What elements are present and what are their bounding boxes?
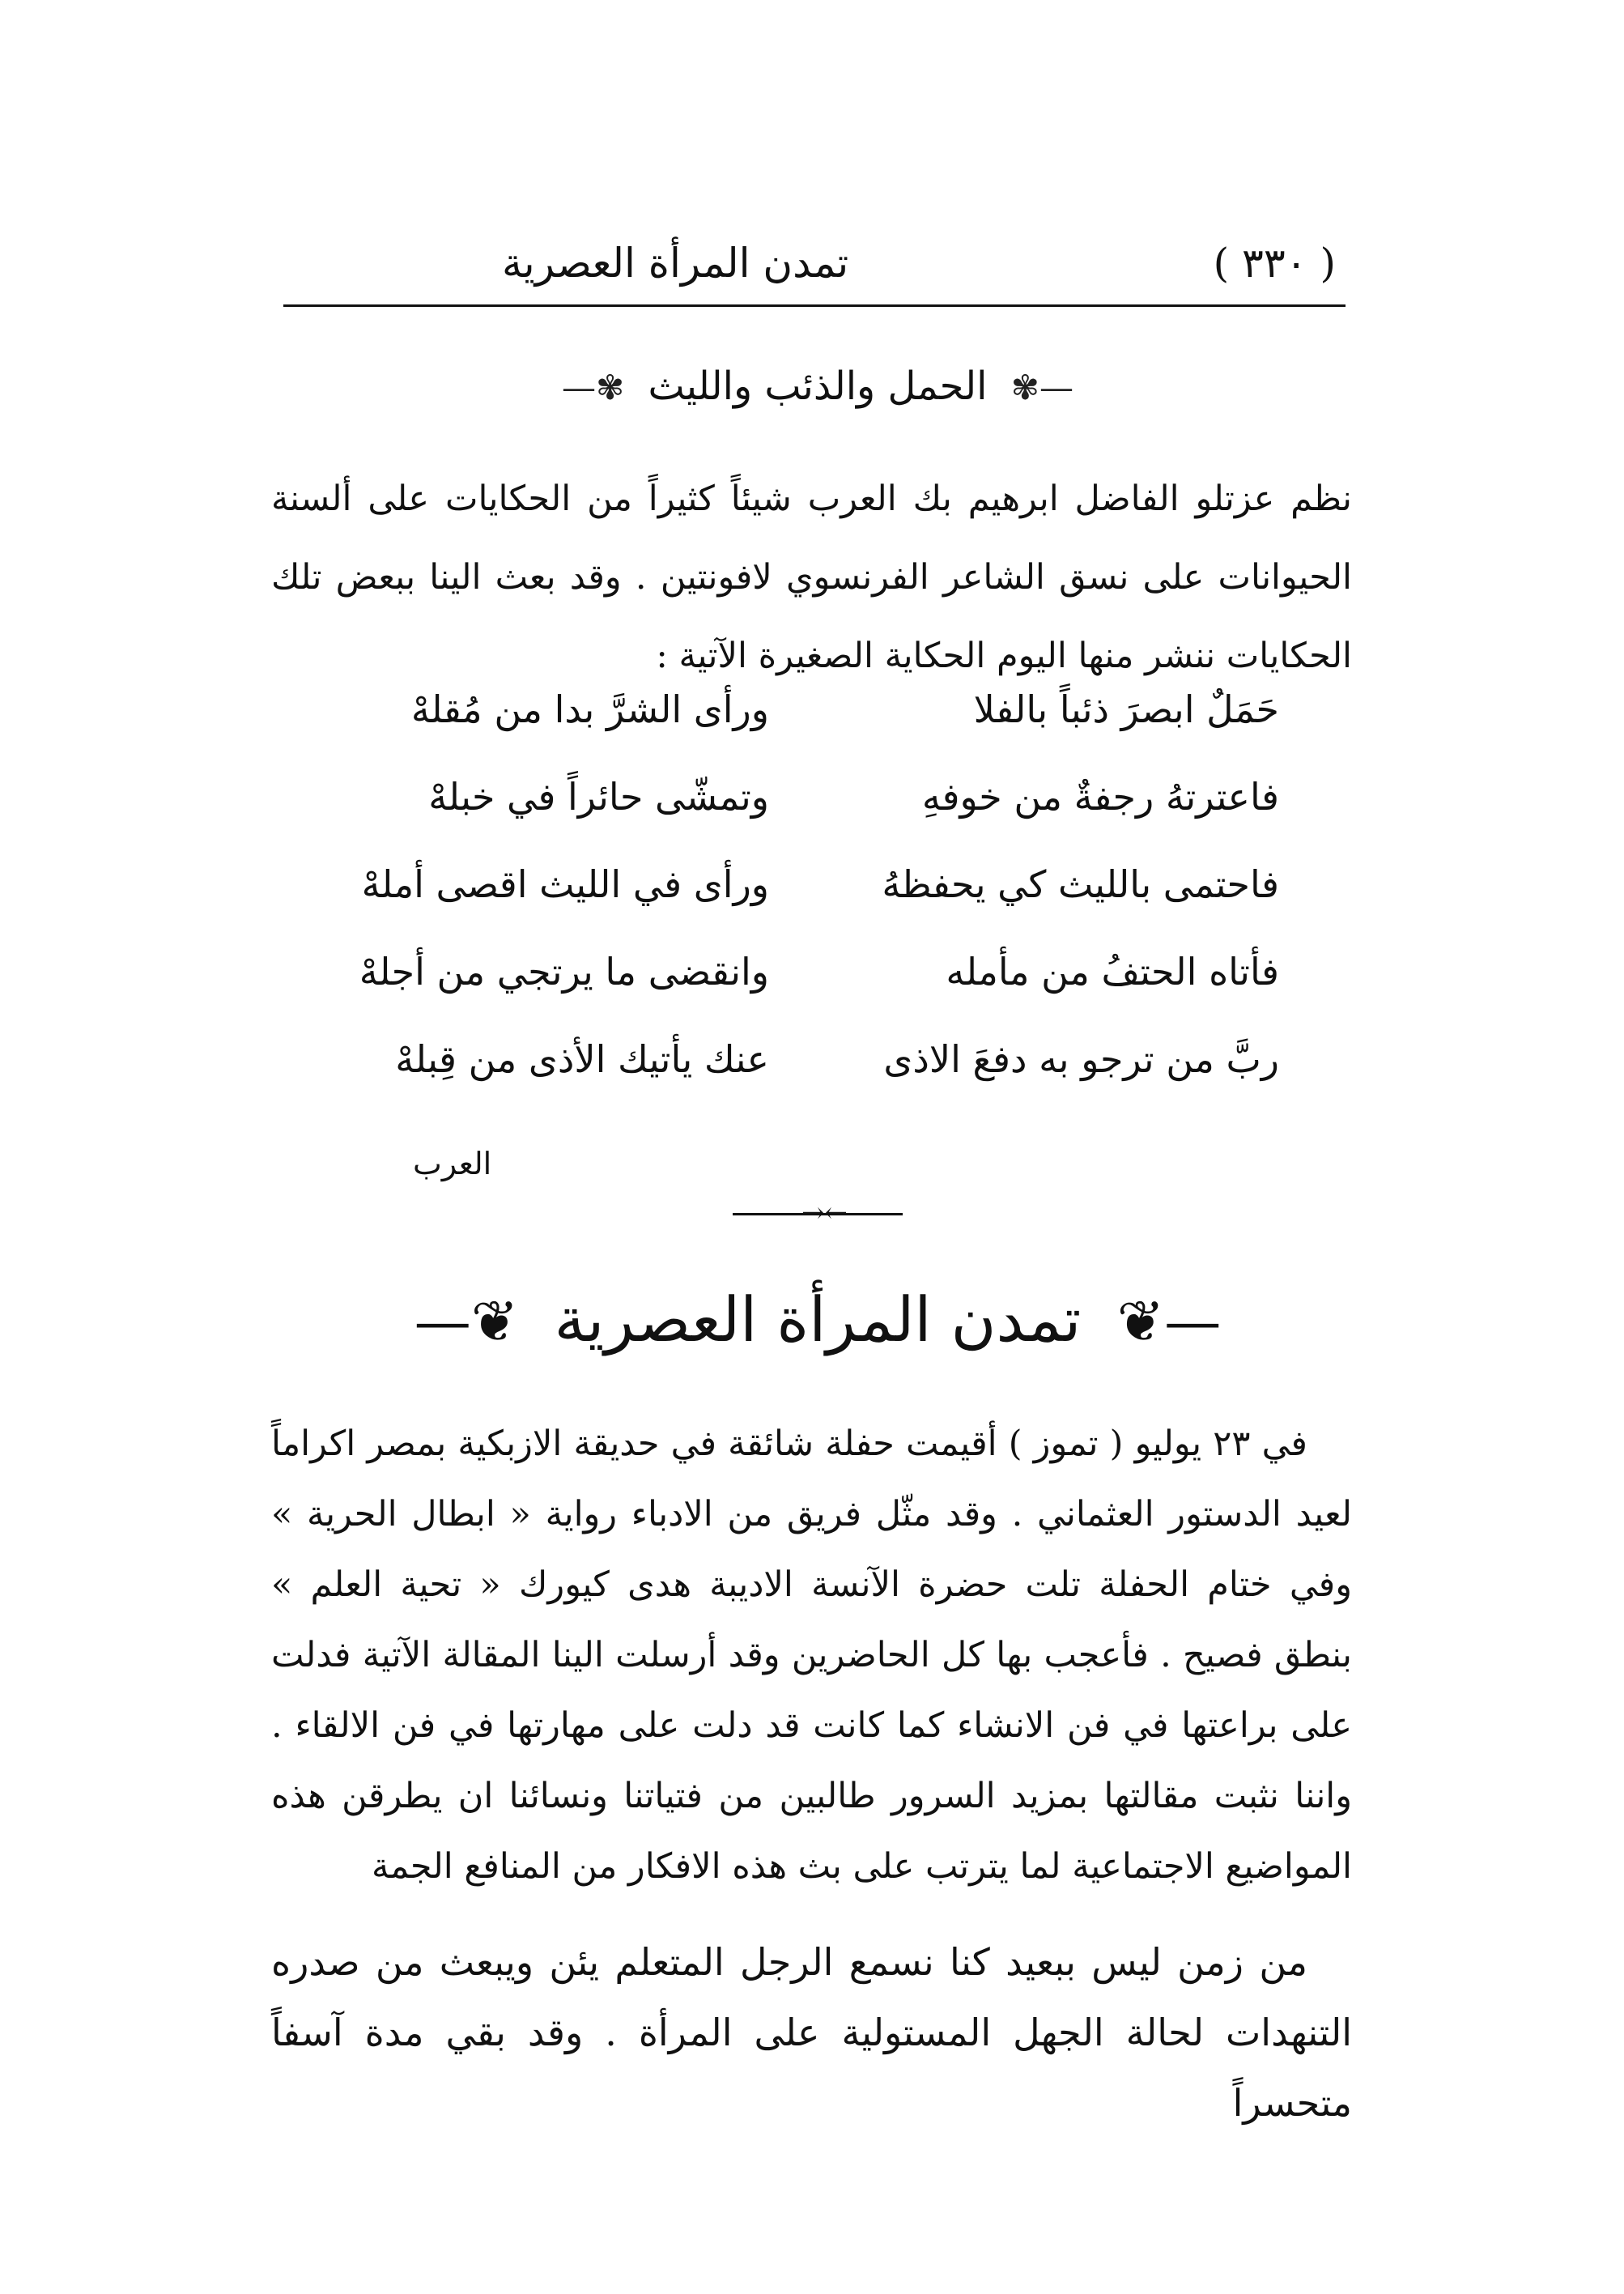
ornament-left-icon: ❦—: [414, 1288, 519, 1355]
poem-hemistich-second: وانقضى ما يرتجي من أجلهْ: [359, 950, 769, 994]
page-number: ( ٣٣٠ ): [1213, 240, 1336, 287]
poem-hemistich-second: ورأى الشرَّ بدا من مُقلهْ: [410, 687, 769, 731]
poem-line: [348, 1015, 1279, 1103]
poem-hemistich-first: فاحتمى بالليث كي يحفظهُ: [882, 862, 1279, 906]
poem-line: [348, 753, 1279, 841]
ornament-left-icon: ✾—: [562, 368, 625, 407]
poem-hemistich-second: عنك يأتيك الأذى من قِبلهْ: [395, 1037, 769, 1081]
article-title: [283, 1263, 1352, 1377]
poem-source: العرب: [413, 1146, 492, 1181]
article-title-text: تمدن المرأة العصرية: [554, 1283, 1082, 1356]
poem-hemistich-first: فاعترتهُ رجفةٌ من خوفهِ: [921, 775, 1279, 819]
poem: [348, 666, 1279, 1103]
divider-arrows-icon: →←: [801, 1197, 848, 1229]
poem-line: [348, 928, 1279, 1015]
poem-line: [348, 666, 1279, 753]
intro-paragraph: نظم عزتلو الفاضل ابرهيم بك العرب شيئاً كثيراً من الحكايات على ألسنة الحيوانات على نسق الشاعر الفرنسوي لافونتين . وقد بعث الينا ببعض تلك الحكايات ننشر منها اليوم الحكاية الصغيرة الآتية :: [271, 479, 1352, 676]
running-header: [283, 231, 1352, 296]
poem-hemistich-first: ربَّ من ترجو به دفعَ الاذى: [883, 1037, 1279, 1081]
poem-hemistich-first: حَمَلٌ ابصرَ ذئباً بالفلا: [973, 687, 1279, 731]
poem-hemistich-second: وتمشّى حائراً في خبلهْ: [428, 775, 769, 819]
header-rule: [283, 304, 1346, 307]
article-body-paragraph: [271, 1409, 1352, 1902]
running-title: تمدن المرأة العصرية: [502, 240, 849, 287]
article-body-text: في ٢٣ يوليو ( تموز ) أقيمت حفلة شائقة في حديقة الازبكية بمصر اكراماً لعيد الدستور العثماني . وقد مثّل فريق من الادباء رواية « ابطال الحرية » وفي ختام الحفلة تلت حضرة الآنسة الاديبة هدى كيورك « تحية العلم » بنطق فصيح . فأعجب بها كل الحاضرين وقد أرسلت الينا المقالة الآتية فدلت على براعتها في فن الانشاء كما كانت قد دلت على مهارتها في فن الالقاء . واننا نثبت مقالتها بمزيد السرور طالبين من فتياتنا ونسائنا ان يطرقن هذه المواضيع الاجتماعية لما يترتب على بث هذه الافكار من المنافع الجمة: [271, 1424, 1352, 1887]
article-continued-paragraph: [271, 1927, 1352, 2139]
section-heading: [283, 350, 1352, 423]
poem-hemistich-first: فأتاه الحتفُ من مأمله: [946, 950, 1279, 994]
ornament-right-icon: —✾: [1010, 368, 1073, 407]
section-heading-text: الحمل والذئب والليث: [648, 364, 988, 409]
poem-hemistich-second: ورأى في الليث اقصى أملهْ: [361, 862, 769, 906]
ornament-right-icon: —❦: [1116, 1288, 1222, 1355]
poem-line: [348, 841, 1279, 928]
article-continued-text: من زمن ليس ببعيد كنا نسمع الرجل المتعلم يئن ويبعث من صدره التنهدات لحالة الجهل المستولية على المرأة . وقد بقي مدة آسفاً متحسراً: [271, 1940, 1352, 2125]
